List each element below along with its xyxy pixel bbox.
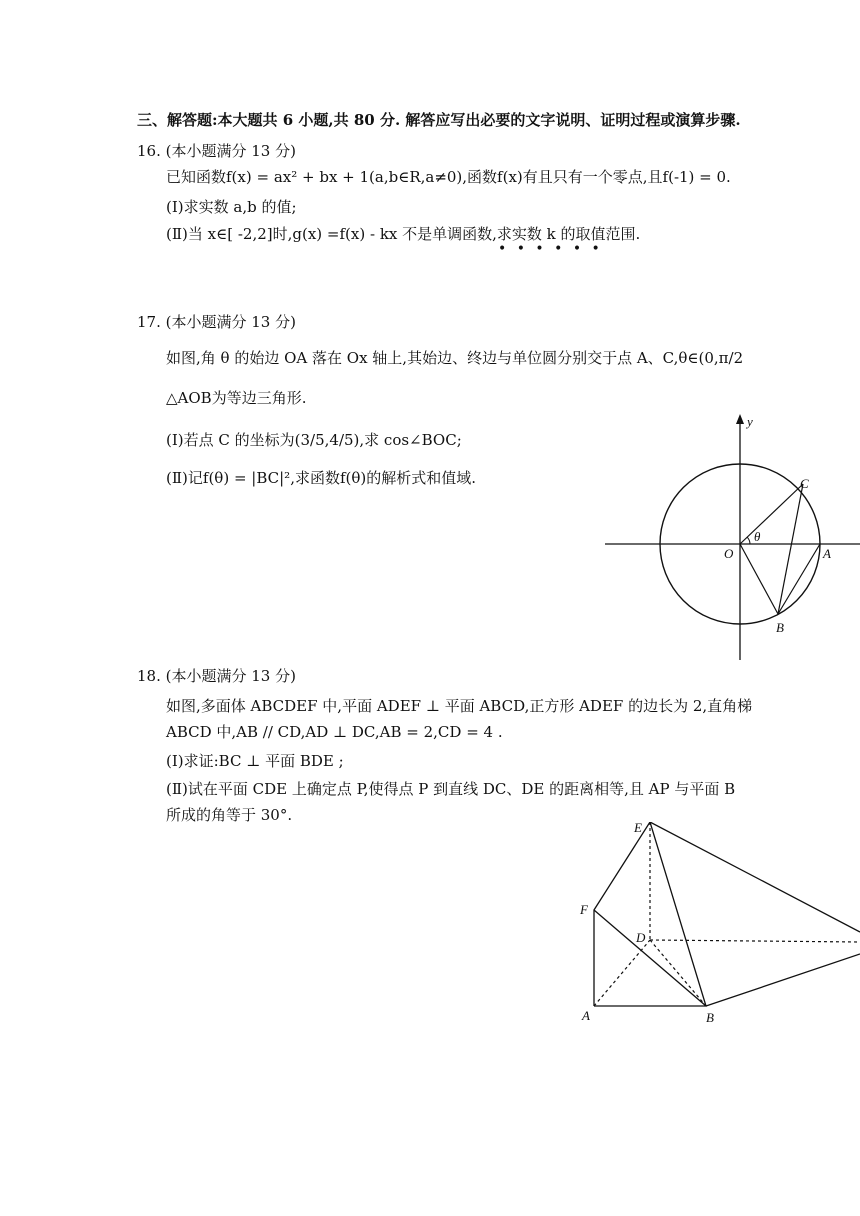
- problem-16-part-2: (Ⅱ)当 x∈[ -2,2]时,g(x) =f(x) - kx 不是单调函数,求实数 k 的取值范围.: [166, 225, 641, 243]
- problem-16-part-1: (Ⅰ)求实数 a,b 的值;: [166, 198, 297, 216]
- problem-17-title: 17. (本小题满分 13 分): [137, 313, 296, 331]
- problem-17-part-2: (Ⅱ)记f(θ) = |BC|²,求函数f(θ)的解析式和值域.: [166, 469, 477, 487]
- problem-18-part-2-cont: 所成的角等于 30°.: [166, 806, 293, 824]
- y-axis-arrow: [736, 414, 744, 424]
- label-d: D: [636, 930, 646, 945]
- theta-arc: [747, 537, 750, 544]
- problem-16-statement: 已知函数f(x) = ax² + bx + 1(a,b∈R,a≠0),函数f(x)有且只有一个零点,且f(-1) = 0.: [166, 168, 731, 186]
- label-theta: θ: [754, 529, 761, 544]
- segment-ob: [740, 544, 778, 614]
- label-a: A: [823, 546, 831, 561]
- label-c: C: [800, 476, 809, 491]
- problem-17-statement: 如图,角 θ 的始边 OA 落在 Ox 轴上,其始边、终边与单位圆分别交于点 A、C,θ∈(0,π/2: [166, 349, 744, 367]
- emphasis-dots: • • • • • •: [498, 241, 603, 257]
- problem-17-part-1: (Ⅰ)若点 C 的坐标为(3/5,4/5),求 cos∠BOC;: [166, 431, 462, 449]
- label-e: E: [634, 822, 642, 835]
- unit-circle-figure: [600, 410, 860, 666]
- polyhedron-figure: [570, 822, 860, 1026]
- label-b: B: [706, 1010, 714, 1025]
- edge-db-dashed: [650, 940, 706, 1006]
- label-b: B: [776, 620, 784, 635]
- problem-18-part-2: (Ⅱ)试在平面 CDE 上确定点 P,使得点 P 到直线 DC、DE 的距离相等,且 AP 与平面 B: [166, 780, 736, 798]
- label-o: O: [724, 546, 734, 561]
- section-heading: 三、解答题:本大题共 6 小题,共 80 分. 解答应写出必要的文字说明、证明过程或演算步骤.: [137, 111, 741, 129]
- label-a: A: [582, 1008, 590, 1023]
- problem-17-statement-cont: △AOB为等边三角形.: [166, 389, 307, 407]
- label-y: y: [747, 414, 753, 429]
- edge-dc-dashed: [650, 940, 860, 942]
- problem-18-statement-cont: ABCD 中,AB // CD,AD ⊥ DC,AB = 2,CD = 4 .: [166, 723, 503, 741]
- problem-18-title: 18. (本小题满分 13 分): [137, 667, 296, 685]
- problem-18-part-1: (Ⅰ)求证:BC ⊥ 平面 BDE ;: [166, 752, 344, 770]
- label-f: F: [580, 902, 588, 917]
- problem-18-statement: 如图,多面体 ABCDEF 中,平面 ADEF ⊥ 平面 ABCD,正方形 ADEF 的边长为 2,直角梯: [166, 697, 753, 715]
- edge-ad-dashed: [594, 940, 650, 1006]
- problem-16-title: 16. (本小题满分 13 分): [137, 142, 296, 160]
- edge-bc: [706, 954, 860, 1006]
- edge-ec: [650, 822, 860, 932]
